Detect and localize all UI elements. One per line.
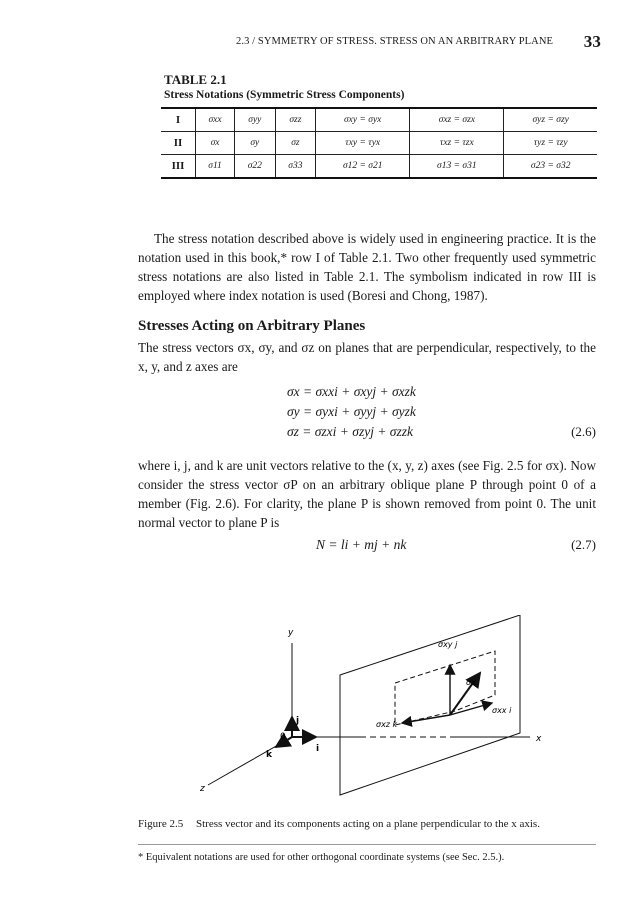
table-subtitle: Stress Notations (Symmetric Stress Components) — [164, 89, 405, 101]
table-cell: τyz = τzy — [504, 132, 597, 155]
footnote: * Equivalent notations are used for other orthogonal coordinate systems (see Sec. 2.5.). — [138, 852, 505, 863]
label-j: j — [296, 716, 300, 726]
component-sxz — [402, 715, 450, 723]
table-cell: τxz = τzx — [410, 132, 504, 155]
label-origin: 0 — [280, 732, 286, 742]
label-k: k — [266, 750, 272, 760]
figure-2-5-diagram — [180, 615, 560, 805]
stress-plane — [340, 615, 520, 795]
section-heading: Stresses Acting on Arbitrary Planes — [138, 318, 366, 334]
paragraph-3: where i, j, and k are unit vectors relative to the (x, y, z) axes (see Fig. 2.5 for σx). Now consider the stress vector σP on an arbitrary oblique plane P through point 0 of a member (Fig. 2.6). For clarity, the plane P is shown removed from point 0. The unit normal vector to plane P is — [138, 458, 596, 530]
figure-caption — [138, 818, 598, 830]
label-i: i — [316, 744, 320, 754]
table-cell: σ33 — [275, 155, 316, 179]
paragraph-2: The stress vectors σx, σy, and σz on planes that are perpendicular, respectively, to the x, y, and z axes are — [138, 340, 596, 374]
equation-2-6-line-1: σx = σxxi + σxyj + σxzk — [287, 384, 416, 399]
stress-notation-table — [161, 107, 597, 179]
table-row — [161, 155, 597, 179]
component-box-dashed — [395, 651, 495, 725]
running-head-text: 2.3 / SYMMETRY OF STRESS. STRESS ON AN ARBITRARY PLANE — [236, 36, 554, 47]
page-number: 33 — [583, 32, 601, 51]
table-cell: σ22 — [235, 155, 276, 179]
table-cell: σ12 = σ21 — [316, 155, 410, 179]
table-cell: σ11 — [196, 155, 235, 179]
footnote-rule — [138, 844, 596, 845]
equation-2-6-line-3: σz = σzxi + σzyj + σzzk — [287, 424, 413, 439]
paragraph-oblique-plane — [138, 456, 596, 532]
label-x: x — [536, 734, 542, 744]
table-row-label: I — [161, 108, 196, 132]
table-cell: σxz = σzx — [410, 108, 504, 132]
table-cell: σz — [275, 132, 316, 155]
label-sxy-j: σxy j — [438, 640, 458, 649]
table-cell: τxy = τyx — [316, 132, 410, 155]
equation-2-7-number: (2.7) — [571, 537, 596, 552]
table-cell: σyz = σzy — [504, 108, 597, 132]
figure-caption-text: Stress vector and its components acting on a plane perpendicular to the x axis. — [195, 818, 540, 830]
table-cell: σxx — [196, 108, 235, 132]
table-row — [161, 132, 597, 155]
table-row — [161, 108, 597, 132]
table-cell: σzz — [275, 108, 316, 132]
equation-2-6-number: (2.6) — [571, 424, 596, 439]
paragraph-1: The stress notation described above is widely used in engineering practice. It is the notation used in this book,* row I of Table 2.1. Two other frequently used symmetric stress notations are also listed in Table 2.1. The symbolism indicated in row III is employed where index notation is used (Boresi and Chong, 1987). — [138, 231, 596, 303]
table-cell: σ13 = σ31 — [410, 155, 504, 179]
table-row-label: III — [161, 155, 196, 179]
table-cell: σyy — [235, 108, 276, 132]
label-y: y — [288, 628, 294, 638]
equation-2-7: N = li + mj + nk — [316, 537, 407, 552]
running-head — [236, 32, 601, 51]
label-z: z — [200, 784, 205, 794]
table-cell: σ23 = σ32 — [504, 155, 597, 179]
table-cell: σy — [235, 132, 276, 155]
figure-number: Figure 2.5 — [138, 818, 184, 830]
equation-2-6-line-2: σy = σyxi + σyyj + σyzk — [287, 404, 416, 419]
label-sxz-k: σxz k — [376, 720, 398, 729]
label-sxx-i: σxx i — [492, 706, 512, 715]
table-cell: σxy = σyx — [316, 108, 410, 132]
paragraph-stress-vectors — [138, 338, 596, 376]
label-sx: σx — [466, 678, 476, 687]
paragraph-notation — [138, 229, 596, 305]
table-label: TABLE 2.1 — [164, 72, 227, 87]
table-cell: σx — [196, 132, 235, 155]
table-row-label: II — [161, 132, 196, 155]
